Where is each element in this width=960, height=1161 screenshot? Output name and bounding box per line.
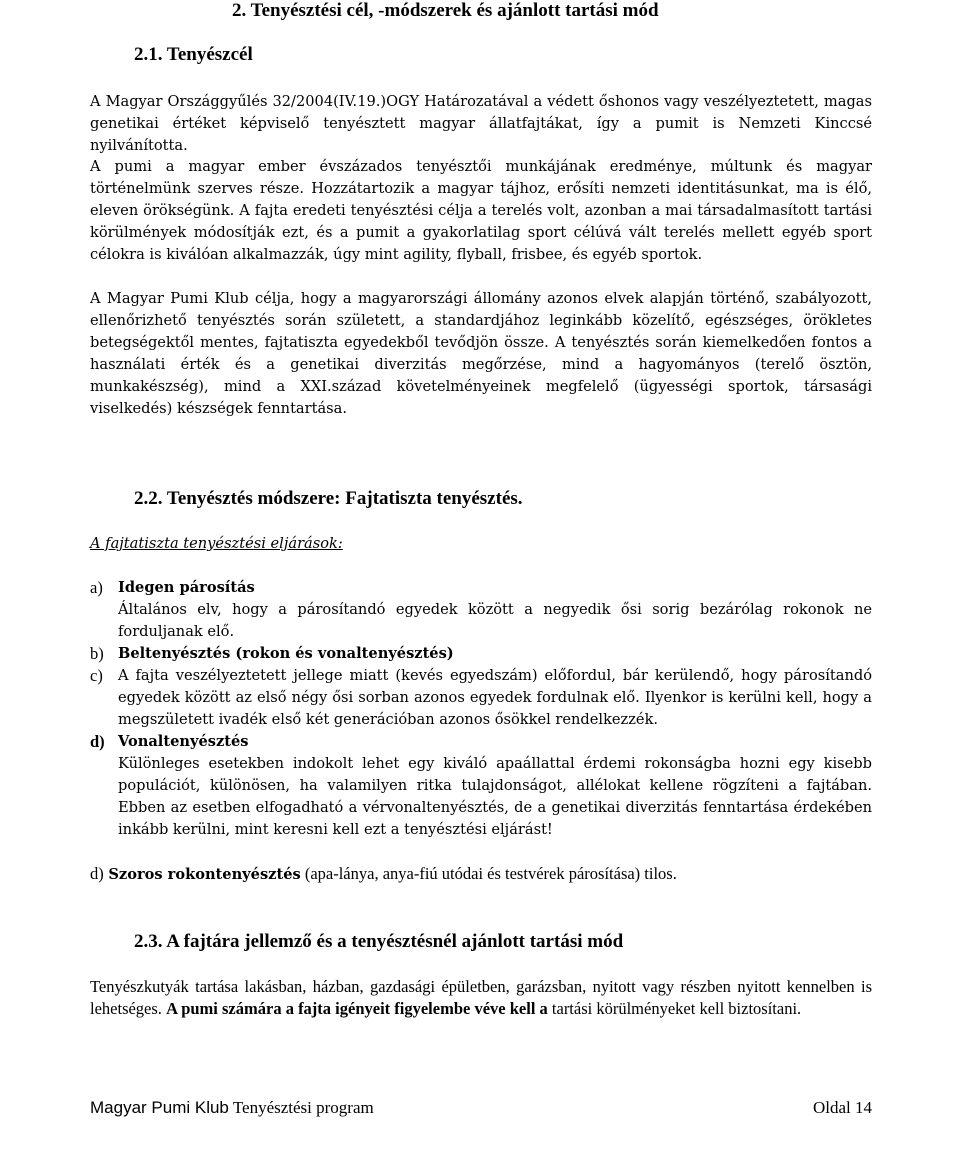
- list-item: [90, 643, 872, 665]
- keeping-text-part1: Tenyészkutyák tartása lakásban, házban, gazdasági épületben, garázsban, nyitott vagy részben nyitott kennelben is lehetséges.: [90, 977, 872, 1018]
- procedures-subheading: A fajtatiszta tenyésztési eljárások:: [90, 535, 343, 552]
- footer-club-name: Magyar Pumi Klub: [90, 1098, 229, 1117]
- procedures-list: [90, 577, 872, 841]
- footer-page-number: Oldal 14: [812, 1098, 872, 1117]
- list-item-description: Általános elv, hogy a párosítandó egyedek között a negyedik ősi sorig bezárólag rokonok ne forduljanak elő.: [118, 601, 872, 640]
- list-item-label: d): [90, 732, 105, 751]
- paragraph-keeping-conditions: [90, 976, 872, 1020]
- section-2-3-heading: 2.3. A fajtára jellemző és a tenyésztésnél ajánlott tartási mód: [134, 931, 624, 952]
- list-item-label: b): [90, 644, 104, 663]
- footer-program-name: Tenyésztési program: [228, 1098, 374, 1117]
- list-item: [90, 577, 872, 643]
- list-item-label: a): [90, 578, 103, 597]
- keeping-text-bold: A pumi számára a fajta igényeit figyelembe véve kell a: [166, 999, 548, 1018]
- list-item-title: Idegen párosítás: [118, 579, 255, 596]
- close-inbreeding-line: [90, 863, 872, 886]
- footer-left: [90, 1098, 374, 1118]
- main-heading: 2. Tenyésztési cél, -módszerek és ajánlott tartási mód: [232, 0, 659, 21]
- list-item-title: Vonaltenyésztés: [118, 733, 249, 750]
- list-item-description: A fajta veszélyeztetett jellege miatt (kevés egyedszám) előfordul, bár kerülendő, hogy párosítandó egyedek között az első négy ősi sorban azonos egyedek fordulnak elő. Ilyenkor is kerülni kell, hogy a megszületett ivadék első két generációban azonos ősökkel rendelkezzék.: [118, 667, 872, 728]
- list-item-description: Különleges esetekben indokolt lehet egy kiváló apaállattal érdemi rokonságba hozni egy kisebb populációt, különösen, ha valamilyen ritka tulajdonságot, allélokat kellene rögzíteni a fajtában. Ebben az esetben elfogadható a vérvonaltenyésztés, de a genetikai diverzitás fenntartása érdekében inkább kerülni, mint keresni kell ezt a tenyésztési eljárást!: [118, 755, 872, 838]
- paragraph-heritage: A pumi a magyar ember évszázados tenyésztői munkájának eredménye, múltunk és magyar történelmünk szerves része. Hozzátartozik a magyar tájhoz, erősíti nemzeti identitásunkat, ma is élő, eleven örökségünk. A fajta eredeti tenyésztési célja a terelés volt, azonban a mai társadalmasított tartási körülmények módosítják ezt, és a pumit a gyakorlatilag sport célúvá vált terelés mellett egyéb sport célokra is kiválóan alkalmazzák, úgy mint agility, flyball, frisbee, és egyéb sportok.: [90, 158, 872, 263]
- list-item-label: c): [90, 666, 103, 685]
- section-2-1-heading: 2.1. Tenyészcél: [134, 44, 253, 65]
- close-inbreeding-title: Szoros rokontenyésztés: [108, 866, 301, 883]
- page-footer: [90, 1098, 872, 1118]
- list-item: [90, 731, 872, 841]
- close-inbreeding-label: d): [90, 864, 104, 883]
- list-item: [90, 665, 872, 731]
- paragraph-club-goal: A Magyar Pumi Klub célja, hogy a magyarországi állomány azonos elvek alapján történő, szabályozott, ellenőrizhető tenyésztés során született, a standardjához leginkább közelítő, egészséges, örökletes betegségektől mentes, fajtatiszta egyedekből tevődjön össze. A tenyésztés során kiemelkedően fontos a használati érték és a genetikai diverzitás megőrzése, mind a hagyományos (terelő ösztön, munkakészség), mind a XXI.század követelményeinek megfelelő (ügyességi sportok, társasági viselkedés) készségek fenntartása.: [90, 290, 872, 417]
- list-item-title: Beltenyésztés (rokon és vonaltenyésztés): [118, 645, 454, 662]
- close-inbreeding-text: (apa-lánya, anya-fiú utódai és testvérek párosítása) tilos.: [300, 864, 677, 883]
- paragraph-national-treasure: A Magyar Országgyűlés 32/2004(IV.19.)OGY Határozatával a védett őshonos vagy veszélyeztetett, magas genetikai értéket képviselő tenyésztett magyar állatfajtákat, így a pumit is Nemzeti Kinccsé nyilvánította.: [90, 93, 872, 154]
- keeping-text-part2: tartási körülményeket kell biztosítani.: [547, 999, 802, 1018]
- section-2-2-heading: 2.2. Tenyésztés módszere: Fajtatiszta tenyésztés.: [134, 488, 523, 509]
